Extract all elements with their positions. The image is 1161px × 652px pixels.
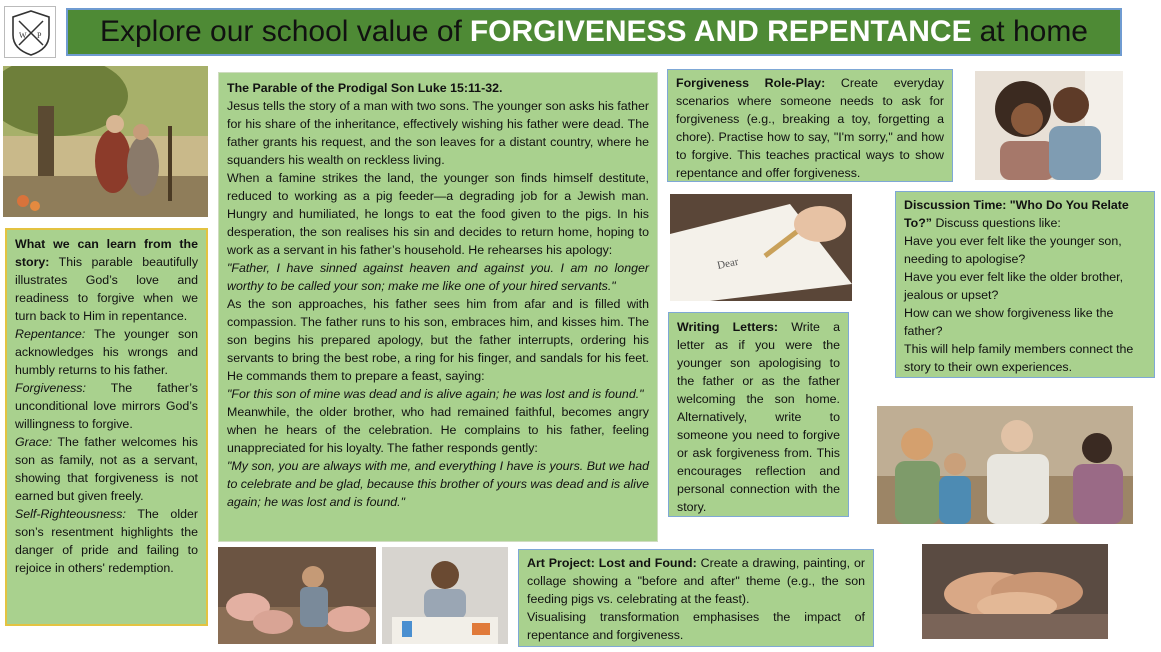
lesson-term: Self-Righteousness: [15, 507, 126, 521]
discussion-heading: Discussion Time: "Who Do You Relate To?” [904, 198, 1129, 230]
family-conversation-image [877, 406, 1133, 524]
title-value: FORGIVENESS AND REPENTANCE [469, 15, 972, 48]
school-crest-logo [4, 6, 56, 58]
lesson-text: The father welcomes his son as family, not as a servant, showing that forgiveness is not earned but given freely. [15, 435, 198, 503]
writing-letter-image [670, 194, 852, 301]
svg-text:W: W [19, 31, 27, 40]
lesson-text: The older son’s resentment highlights the danger of pride and failing to rejoice in others' redemption. [15, 507, 198, 575]
art-text: Create a drawing, painting, or collage showing a "before and after" theme (e.g., the son feeding pigs vs. celebrating at the feast). [527, 556, 865, 606]
writing-text: Write a letter as if you were the younger son apologising to the father or as the father welcoming the son home. Alternatively, write to someone you need to forgive or ask forgiveness from. This encourages reflection and personal connection with the story. [677, 320, 840, 514]
lesson-term: Grace: [15, 435, 53, 449]
roleplay-text: Create everyday scenarios where someone needs to ask for forgiveness (e.g., breaking a toy, forgetting a chore). Practise how to say, "I'm sorry," and how to forgive. This teaches practical ways to show repentance and offer forgiveness. [676, 76, 944, 180]
discussion-question: Have you ever felt like the older brother, jealous or upset? [904, 270, 1124, 302]
son-feeding-pigs-image [218, 547, 376, 644]
discussion-question: How can we show forgiveness like the father? [904, 306, 1114, 338]
art-project-panel [518, 549, 874, 647]
lesson-text: The father’s unconditional love mirrors God’s willingness to forgive. [15, 381, 198, 431]
lesson-item [15, 325, 198, 379]
svg-text:Dear: Dear [716, 255, 740, 272]
parable-panel [218, 72, 658, 542]
discussion-note: This will help family members connect the story to their own experiences. [904, 342, 1134, 374]
roleplay-panel [667, 69, 953, 182]
prodigal-son-painting-image [3, 66, 208, 217]
lesson-term: Forgiveness: [15, 381, 86, 395]
writing-heading: Writing Letters: [677, 320, 779, 334]
title-prefix: Explore our school value of [99, 15, 462, 48]
parable-paragraph-2: When a famine strikes the land, the younger son finds himself destitute, reduced to working as a pig feeder—a degrading job for a Jewish man. Hungry and humiliated, he longs to eat the food given to the pigs. In his desperation, the son realises his sin and decides to return home, hoping to work as a servant in his father’s household. He rehearses his apology: [227, 171, 649, 257]
lesson-term: Repentance: [15, 327, 86, 341]
parable-quote-2: "For this son of mine was dead and is alive again; he was lost and is found." [227, 387, 644, 401]
page-title [66, 8, 1122, 56]
lessons-intro: This parable beautifully illustrates God’s love and readiness to forgive when we turn back to Him in repentance. [15, 255, 199, 323]
father-child-hug-image [975, 71, 1123, 180]
child-painting-image [382, 547, 508, 644]
lesson-item [15, 379, 198, 433]
art-heading: Art Project: Lost and Found: [527, 556, 697, 570]
parable-paragraph-1: Jesus tells the story of a man with two sons. The younger son asks his father for his share of the inheritance, effectively wishing his father were dead. The father grants his request, and the son leaves for a distant country, where he squanders his wealth on reckless living. [227, 99, 649, 167]
discussion-panel [895, 191, 1155, 378]
lesson-item [15, 505, 198, 577]
art-text-2: Visualising transformation emphasises the impact of repentance and forgiveness. [527, 610, 865, 642]
lessons-panel [5, 228, 208, 626]
parable-paragraph-4: Meanwhile, the older brother, who had remained faithful, becomes angry when he hears of the celebration. He complains to his father, feeling unappreciated for his loyalty. The father responds gently: [227, 405, 649, 455]
lesson-item [15, 433, 198, 505]
parable-quote-3: "My son, you are always with me, and everything I have is yours. But we had to celebrate and be glad, because this brother of yours was dead and is alive again; he was lost and is found." [227, 459, 649, 509]
title-suffix: at home [979, 15, 1088, 48]
lessons-heading: What we can learn from the story: [15, 237, 198, 269]
svg-text:P: P [37, 31, 42, 40]
discussion-question: Have you ever felt like the younger son, needing to apologise? [904, 234, 1122, 266]
discussion-intro: Discuss questions like: [935, 216, 1061, 230]
writing-letters-panel [668, 312, 849, 517]
parable-quote-1: "Father, I have sinned against heaven and against you. I am no longer worthy to be called your son; make me like one of your hired servants." [227, 261, 649, 293]
roleplay-heading: Forgiveness Role-Play: [676, 76, 826, 90]
parable-paragraph-3: As the son approaches, his father sees him from afar and is filled with compassion. The father runs to his son, embraces him, and kisses him. The son begins his prepared apology, but the father interrupts, ordering his servants to bring the best robe, a ring for his finger, and sandals for his feet. He commands them to prepare a feast, saying: [227, 297, 649, 383]
school-crest-icon [5, 7, 57, 59]
holding-hands-image [922, 544, 1108, 639]
parable-heading: The Parable of the Prodigal Son Luke 15:11-32. [227, 81, 503, 95]
lesson-text: The younger son acknowledges his wrongs and humbly returns to his father. [15, 327, 198, 377]
